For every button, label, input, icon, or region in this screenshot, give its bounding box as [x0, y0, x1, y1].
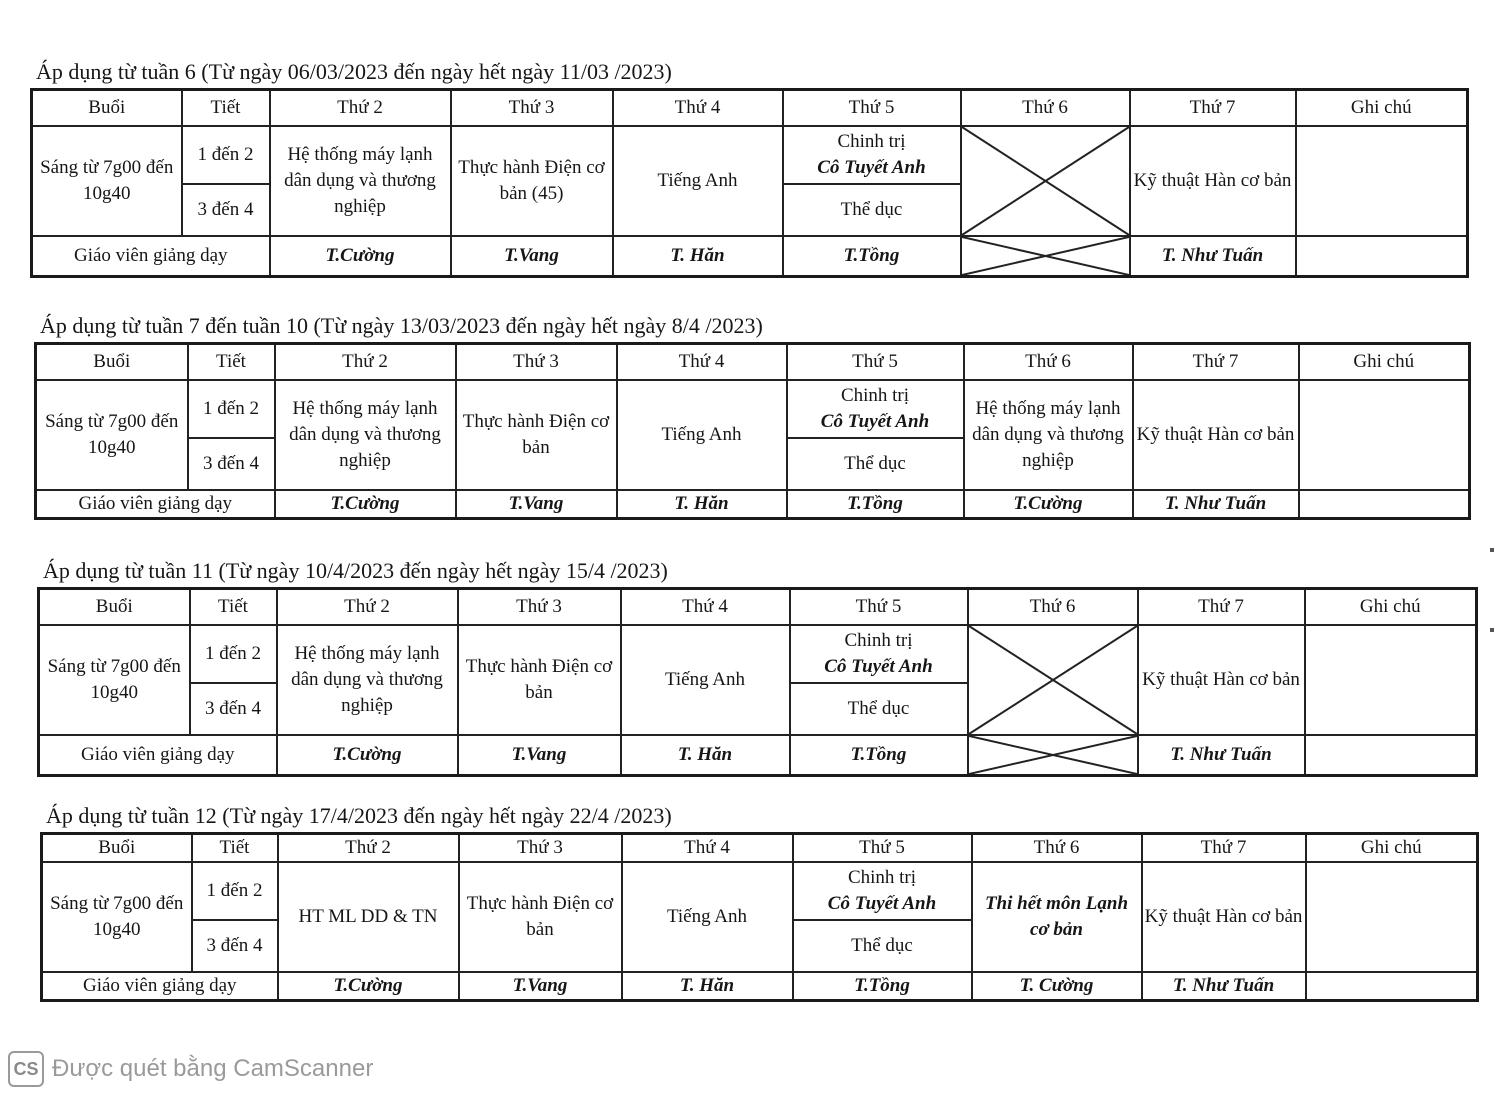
notes-cell — [1299, 490, 1470, 519]
teacher-label: Giáo viên giảng dạy — [36, 490, 275, 519]
header-sat: Thứ 7 — [1130, 90, 1296, 127]
sat-teacher: T. Như Tuấn — [1133, 490, 1299, 519]
thu-subject-bottom: Thể dục — [793, 920, 972, 972]
notes-cell — [1296, 236, 1468, 277]
period-cell: 3 đến 4 — [190, 683, 277, 735]
mon-subject: Hệ thống máy lạnh dân dụng và thương nghiệp — [270, 126, 451, 236]
block-heading: Áp dụng từ tuần 12 (Từ ngày 17/4/2023 đến ngày hết ngày 22/4 /2023) — [46, 803, 672, 828]
header-fri: Thứ 6 — [968, 589, 1138, 626]
header-wed: Thứ 4 — [613, 90, 783, 127]
period-cell: 1 đến 2 — [192, 862, 278, 920]
fri-teacher-cross — [961, 236, 1130, 277]
teacher-row — [42, 972, 1478, 1001]
fri-subject: Thi hết môn Lạnh cơ bản — [972, 862, 1142, 972]
wed-subject: Tiếng Anh — [613, 126, 783, 236]
session-cell: Sáng từ 7g00 đến 10g40 — [42, 862, 192, 972]
fri-teacher: T.Cường — [964, 490, 1133, 519]
tue-subject: Thực hành Điện cơ bản — [456, 380, 617, 490]
lesson-row — [36, 380, 1470, 438]
thu-subject-top — [793, 862, 972, 920]
header-fri: Thứ 6 — [972, 834, 1142, 863]
session-cell: Sáng từ 7g00 đến 10g40 — [36, 380, 188, 490]
thu-teacher: T.Tồng — [793, 972, 972, 1001]
wed-teacher: T. Hăn — [613, 236, 783, 277]
header-row — [36, 344, 1470, 381]
header-mon: Thứ 2 — [277, 589, 458, 626]
header-thu: Thứ 5 — [793, 834, 972, 863]
period-cell: 1 đến 2 — [182, 126, 270, 184]
sat-subject: Kỹ thuật Hàn cơ bản — [1142, 862, 1306, 972]
tue-teacher: T.Vang — [458, 735, 621, 776]
sat-teacher: T. Như Tuấn — [1138, 735, 1305, 776]
header-period: Tiết — [190, 589, 277, 626]
sat-teacher: T. Như Tuấn — [1130, 236, 1296, 277]
cross-icon — [962, 237, 1129, 275]
thu-subject-line: Chinh trị — [840, 385, 910, 406]
watermark-text: Được quét bằng CamScanner — [52, 1055, 374, 1082]
teacher-row — [32, 236, 1468, 277]
block-heading: Áp dụng từ tuần 11 (Từ ngày 10/4/2023 đến ngày hết ngày 15/4 /2023) — [43, 558, 668, 583]
header-mon: Thứ 2 — [278, 834, 459, 863]
header-period: Tiết — [192, 834, 278, 863]
mon-teacher: T.Cường — [275, 490, 456, 519]
fri-empty-cross — [968, 625, 1138, 735]
header-tue: Thứ 3 — [459, 834, 622, 863]
teacher-label: Giáo viên giảng dạy — [42, 972, 278, 1001]
tue-subject: Thực hành Điện cơ bản — [458, 625, 621, 735]
thu-teacher-line: Cô Tuyết Anh — [827, 893, 937, 914]
wed-teacher: T. Hăn — [622, 972, 793, 1001]
session-cell: Sáng từ 7g00 đến 10g40 — [39, 625, 190, 735]
header-notes: Ghi chú — [1306, 834, 1478, 863]
teacher-row — [39, 735, 1477, 776]
header-tue: Thứ 3 — [456, 344, 617, 381]
header-notes: Ghi chú — [1299, 344, 1470, 381]
wed-subject: Tiếng Anh — [617, 380, 787, 490]
thu-teacher-line: Cô Tuyết Anh — [824, 656, 933, 677]
tue-subject: Thực hành Điện cơ bản (45) — [451, 126, 613, 236]
block-heading: Áp dụng từ tuần 6 (Từ ngày 06/03/2023 đến ngày hết ngày 11/03 /2023) — [36, 59, 672, 84]
lesson-row — [39, 625, 1477, 683]
header-notes: Ghi chú — [1296, 90, 1468, 127]
thu-subject-bottom: Thể dục — [790, 683, 968, 735]
period-cell: 1 đến 2 — [188, 380, 275, 438]
header-row — [32, 90, 1468, 127]
thu-teacher: T.Tồng — [787, 490, 964, 519]
period-cell: 3 đến 4 — [188, 438, 275, 490]
sat-subject: Kỹ thuật Hàn cơ bản — [1138, 625, 1305, 735]
thu-subject-bottom: Thể dục — [787, 438, 964, 490]
scan-speck — [1490, 628, 1494, 632]
teacher-row — [36, 490, 1470, 519]
mon-subject: Hệ thống máy lạnh dân dụng và thương nghiệp — [275, 380, 456, 490]
header-mon: Thứ 2 — [275, 344, 456, 381]
header-thu: Thứ 5 — [783, 90, 961, 127]
period-cell: 1 đến 2 — [190, 625, 277, 683]
timetable — [30, 88, 1469, 278]
thu-teacher-line: Cô Tuyết Anh — [820, 411, 930, 432]
header-thu: Thứ 5 — [787, 344, 964, 381]
notes-cell — [1296, 126, 1468, 236]
wed-teacher: T. Hăn — [617, 490, 787, 519]
mon-teacher: T.Cường — [277, 735, 458, 776]
teacher-label: Giáo viên giảng dạy — [32, 236, 270, 277]
thu-subject-bottom: Thể dục — [783, 184, 961, 236]
header-fri: Thứ 6 — [961, 90, 1130, 127]
header-tue: Thứ 3 — [458, 589, 621, 626]
period-cell: 3 đến 4 — [182, 184, 270, 236]
sat-subject: Kỹ thuật Hàn cơ bản — [1133, 380, 1299, 490]
thu-subject-line: Chinh trị — [844, 630, 913, 651]
block-heading: Áp dụng từ tuần 7 đến tuần 10 (Từ ngày 13/03/2023 đến ngày hết ngày 8/4 /2023) — [40, 313, 763, 338]
tue-teacher: T.Vang — [451, 236, 613, 277]
scan-speck — [1490, 548, 1494, 552]
notes-cell — [1305, 735, 1477, 776]
notes-cell — [1306, 862, 1478, 972]
camscanner-logo-icon: CS — [8, 1051, 44, 1087]
header-wed: Thứ 4 — [621, 589, 790, 626]
header-session: Buổi — [39, 589, 190, 626]
thu-subject-line: Chinh trị — [847, 867, 917, 888]
period-cell: 3 đến 4 — [192, 920, 278, 972]
header-notes: Ghi chú — [1305, 589, 1477, 626]
notes-cell — [1305, 625, 1477, 735]
fri-empty-cross — [961, 126, 1130, 236]
header-wed: Thứ 4 — [617, 344, 787, 381]
header-row — [39, 589, 1477, 626]
mon-teacher: T.Cường — [278, 972, 459, 1001]
header-sat: Thứ 7 — [1142, 834, 1306, 863]
lesson-row — [32, 126, 1468, 184]
thu-subject-line: Chinh trị — [837, 131, 906, 152]
header-period: Tiết — [182, 90, 270, 127]
wed-subject: Tiếng Anh — [621, 625, 790, 735]
header-session: Buổi — [42, 834, 192, 863]
header-session: Buổi — [36, 344, 188, 381]
header-wed: Thứ 4 — [622, 834, 793, 863]
schedule-block-week-6 — [30, 58, 1466, 278]
thu-teacher: T.Tồng — [783, 236, 961, 277]
teacher-label: Giáo viên giảng dạy — [39, 735, 277, 776]
session-cell: Sáng từ 7g00 đến 10g40 — [32, 126, 182, 236]
header-thu: Thứ 5 — [790, 589, 968, 626]
thu-subject-top — [783, 126, 961, 184]
thu-teacher-line: Cô Tuyết Anh — [817, 157, 926, 178]
header-sat: Thứ 7 — [1133, 344, 1299, 381]
wed-subject: Tiếng Anh — [622, 862, 793, 972]
header-period: Tiết — [188, 344, 275, 381]
timetable — [40, 832, 1479, 1002]
schedule-block-week-12 — [40, 802, 1476, 1002]
header-sat: Thứ 7 — [1138, 589, 1305, 626]
fri-subject: Hệ thống máy lạnh dân dụng và thương nghiệp — [964, 380, 1133, 490]
header-session: Buổi — [32, 90, 182, 127]
header-row — [42, 834, 1478, 863]
cross-icon — [962, 127, 1129, 235]
header-fri: Thứ 6 — [964, 344, 1133, 381]
tue-subject: Thực hành Điện cơ bản — [459, 862, 622, 972]
header-tue: Thứ 3 — [451, 90, 613, 127]
cross-icon — [969, 736, 1137, 774]
timetable — [34, 342, 1471, 520]
header-mon: Thứ 2 — [270, 90, 451, 127]
thu-subject-top — [787, 380, 964, 438]
wed-teacher: T. Hăn — [621, 735, 790, 776]
notes-cell — [1306, 972, 1478, 1001]
schedule-block-week-11 — [37, 557, 1475, 777]
fri-teacher: T. Cường — [972, 972, 1142, 1001]
thu-teacher: T.Tồng — [790, 735, 968, 776]
tue-teacher: T.Vang — [456, 490, 617, 519]
mon-subject: HT ML DD & TN — [278, 862, 459, 972]
sat-subject: Kỹ thuật Hàn cơ bản — [1130, 126, 1296, 236]
notes-cell — [1299, 380, 1470, 490]
lesson-row — [42, 862, 1478, 920]
schedule-block-week-7-10 — [34, 312, 1468, 520]
mon-teacher: T.Cường — [270, 236, 451, 277]
sat-teacher: T. Như Tuấn — [1142, 972, 1306, 1001]
mon-subject: Hệ thống máy lạnh dân dụng và thương nghiệp — [277, 625, 458, 735]
camscanner-watermark — [8, 1050, 373, 1088]
tue-teacher: T.Vang — [459, 972, 622, 1001]
timetable — [37, 587, 1478, 777]
fri-teacher-cross — [968, 735, 1138, 776]
thu-subject-top — [790, 625, 968, 683]
cross-icon — [969, 626, 1137, 734]
